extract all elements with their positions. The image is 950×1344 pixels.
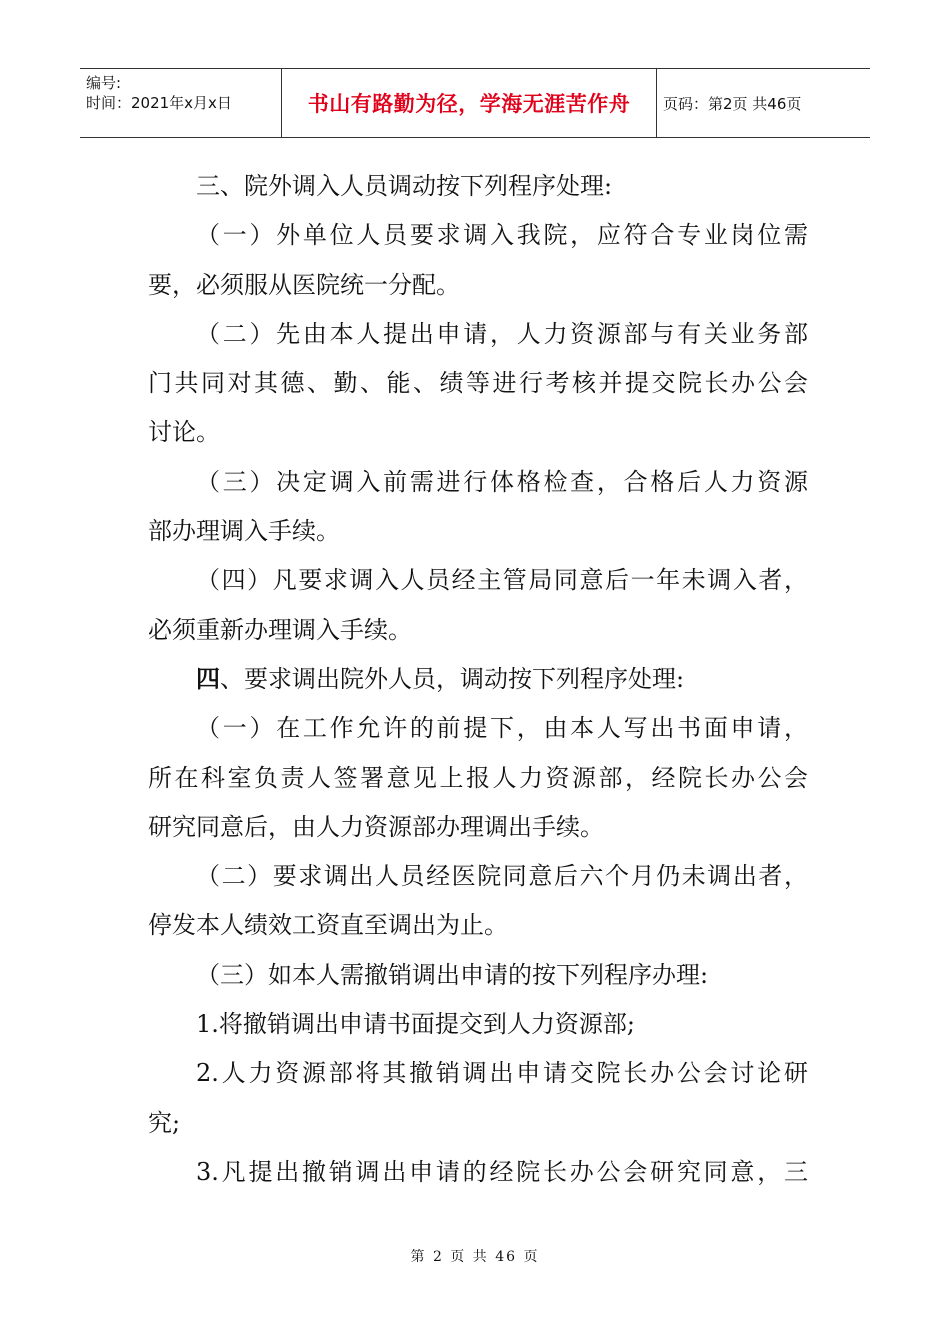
page-code: 页码：第2页 共46页 (663, 94, 802, 113)
document-header (80, 68, 870, 138)
section-heading-text: 、要求调出院外人员，调动按下列程序处理: (220, 664, 685, 693)
header-motto-cell (282, 69, 657, 137)
paragraph-line: （三）决定调入前需进行体格检查，合格后人力资源 (196, 467, 808, 496)
time-label: 时间：2021年x月x日 (86, 94, 232, 112)
motto-text: 书山有路勤为径，学海无涯苦作舟 (307, 92, 631, 116)
header-meta-cell (80, 69, 282, 137)
paragraph-line: 2.人力资源部将其撤销调出申请交院长办公会讨论研 (196, 1059, 808, 1088)
paragraph-line: （四）凡要求调入人员经主管局同意后一年未调入者， (196, 566, 808, 595)
header-page-cell (657, 69, 870, 137)
section-heading (148, 655, 808, 704)
paragraph-line: （三）如本人需撤销调出申请的按下列程序办理: (196, 960, 709, 989)
paragraph-line: 必须重新办理调入手续。 (148, 615, 412, 644)
paragraph-line: （二）先由本人提出申请，人力资源部与有关业务部 (196, 319, 808, 348)
paragraph-line: 部办理调入手续。 (148, 517, 340, 546)
paragraph-line: （一）在工作允许的前提下，由本人写出书面申请， (196, 714, 808, 743)
paragraph-line: 门共同对其德、勤、能、绩等进行考核并提交院长办公会 (148, 369, 808, 398)
paragraph-line: 究; (148, 1108, 181, 1137)
paragraph-line: 停发本人绩效工资直至调出为止。 (148, 911, 508, 940)
paragraph-line: 1.将撤销调出申请书面提交到人力资源部; (196, 1010, 635, 1039)
number-label: 编号: (86, 74, 122, 92)
paragraph-line: 讨论。 (148, 418, 220, 447)
paragraph-line: 要，必须服从医院统一分配。 (148, 270, 460, 299)
section-heading: 三、院外调入人员调动按下列程序处理: (196, 172, 613, 200)
paragraph-line: （一）外单位人员要求调入我院，应符合专业岗位需 (196, 221, 808, 250)
paragraph-line: （二）要求调出人员经医院同意后六个月仍未调出者， (196, 862, 808, 891)
document-body (148, 162, 808, 1197)
paragraph-line: 3.凡提出撤销调出申请的经院长办公会研究同意，三 (196, 1157, 808, 1186)
section-number: 四 (196, 664, 220, 693)
paragraph-line: 研究同意后，由人力资源部办理调出手续。 (148, 812, 604, 841)
page-footer: 第 2 页 共 46 页 (410, 1249, 540, 1265)
paragraph-line: 所在科室负责人签署意见上报人力资源部，经院长办公会 (148, 763, 808, 792)
